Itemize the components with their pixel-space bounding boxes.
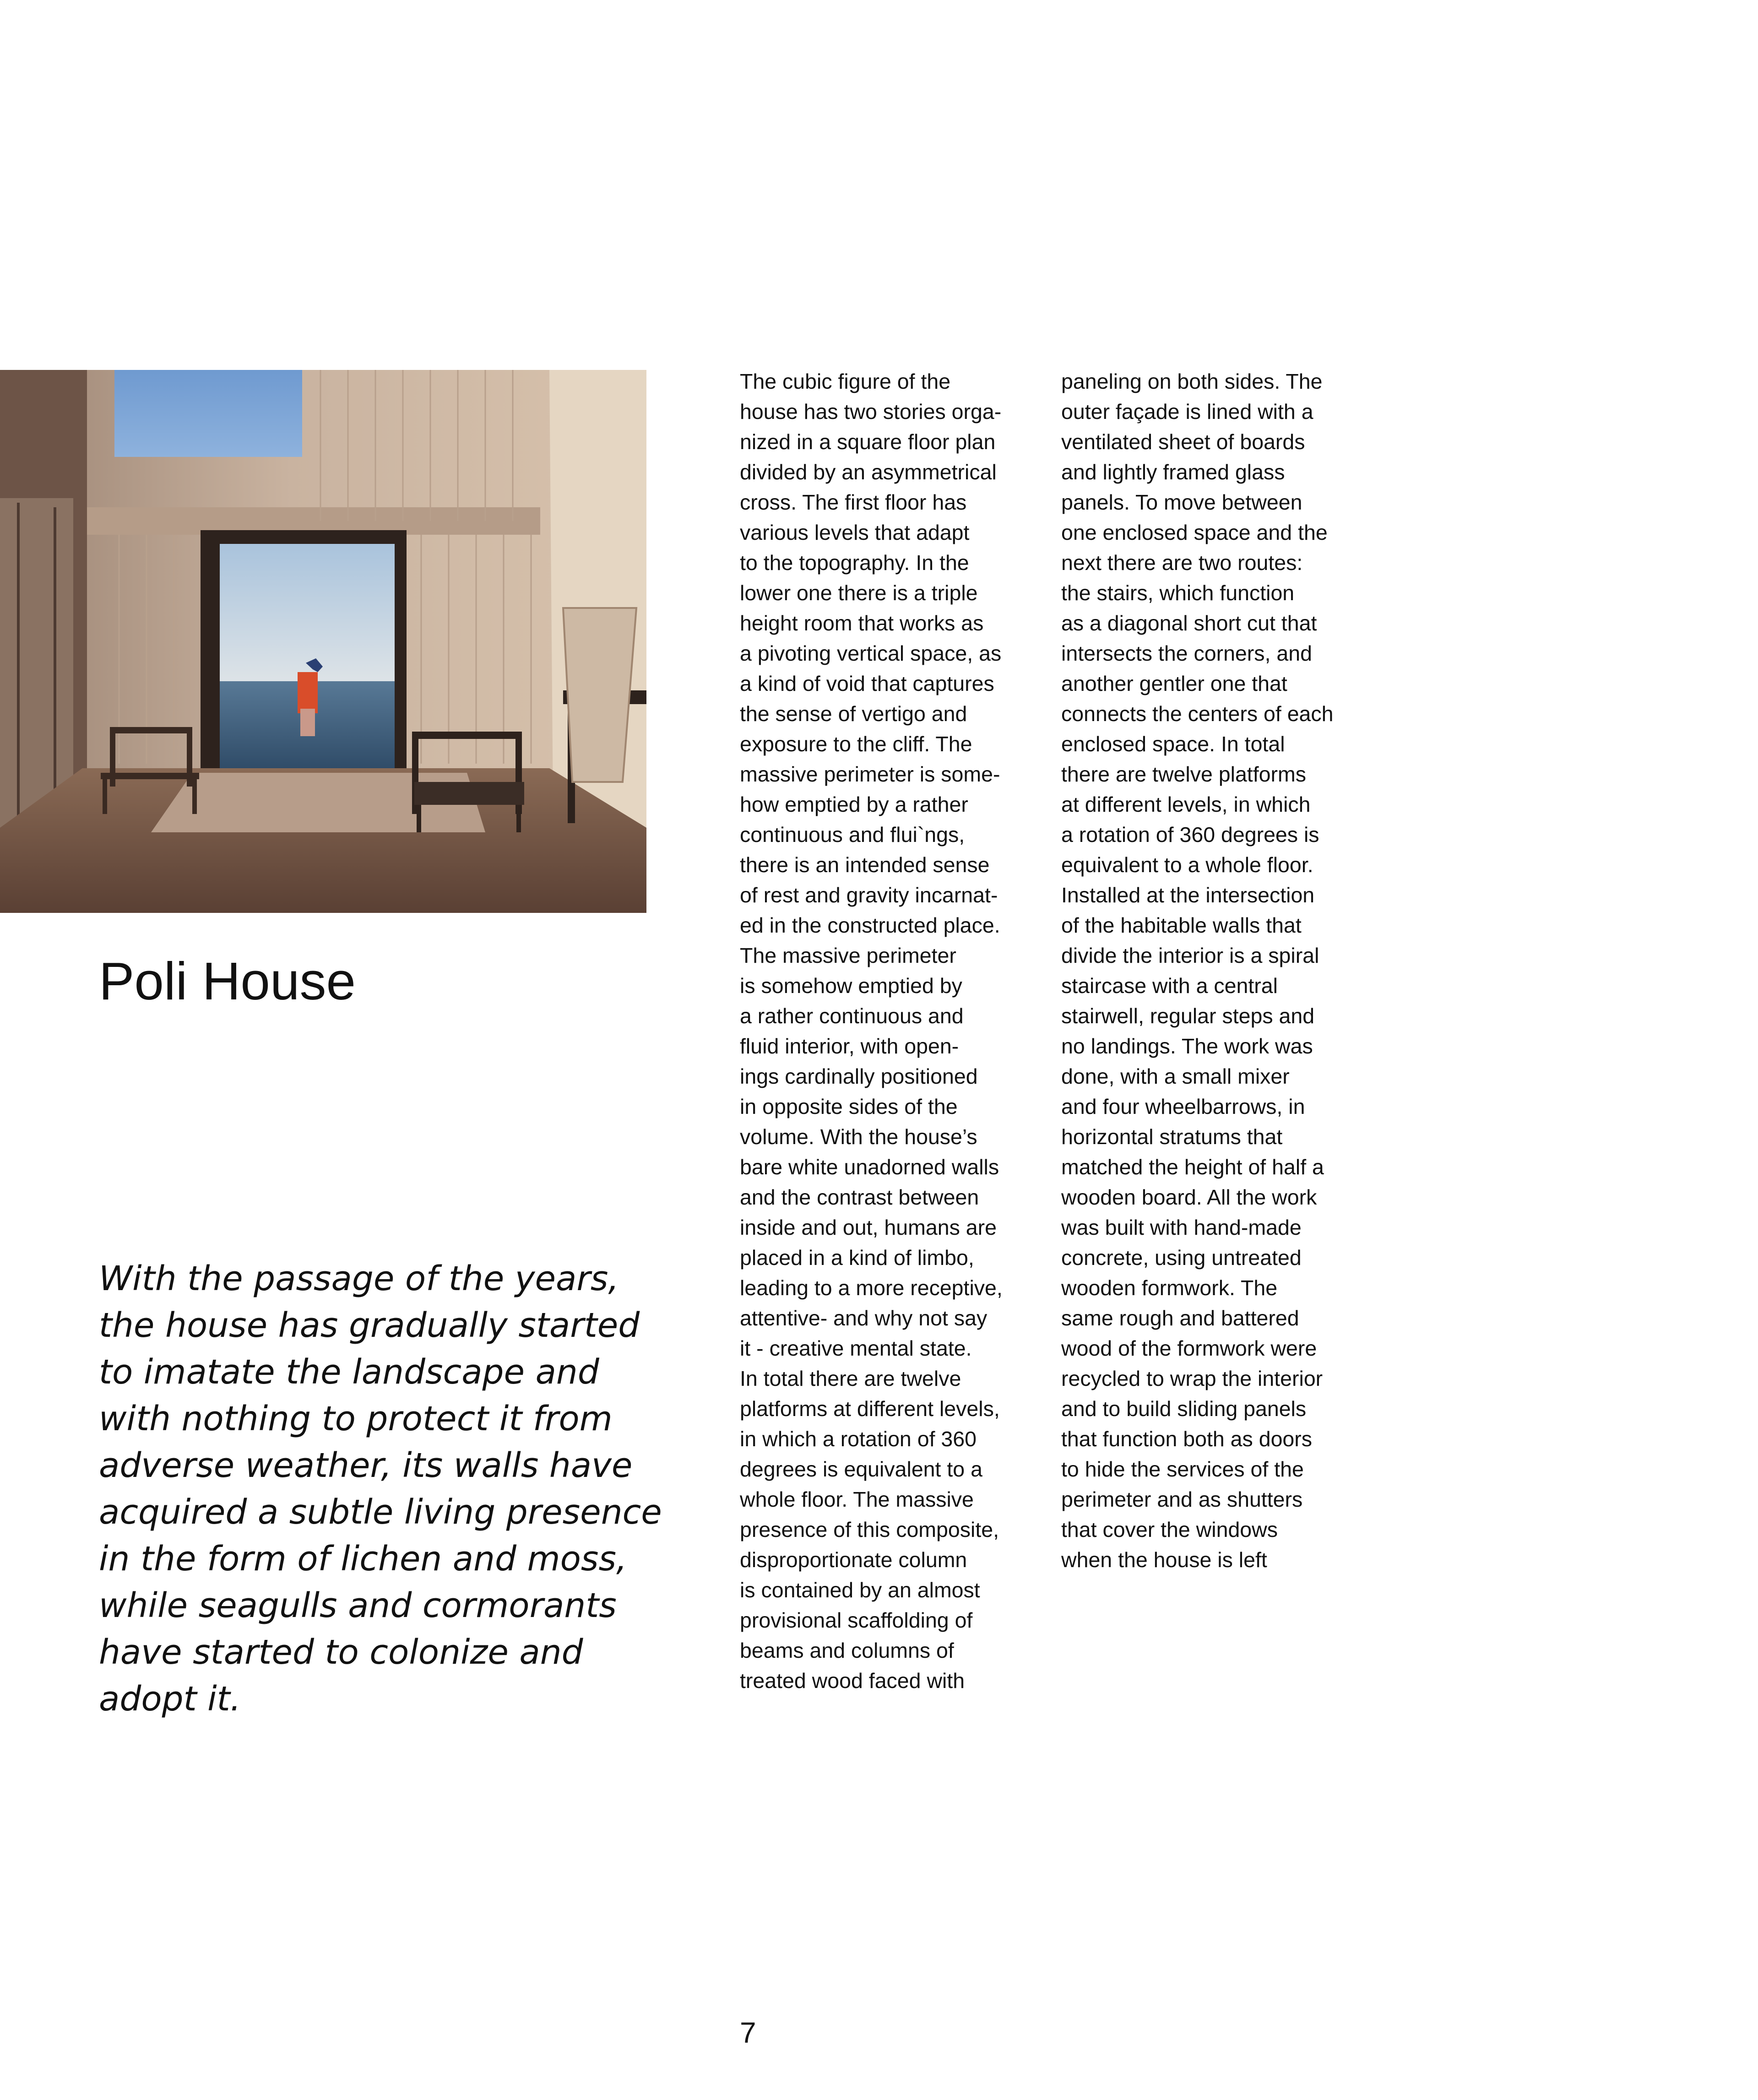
body-line: intersects the corners, and (1061, 641, 1312, 665)
body-line: outer façade is lined with a (1061, 400, 1313, 423)
body-line: and the contrast between (740, 1185, 979, 1209)
body-line: ed in the constructed place. (740, 913, 1000, 937)
body-line: cross. The first floor has (740, 490, 967, 514)
body-line: wood of the formwork were (1061, 1336, 1317, 1360)
body-line: that function both as doors (1061, 1427, 1313, 1451)
body-line: is contained by an almost (740, 1578, 980, 1602)
body-line: recycled to wrap the interior (1061, 1367, 1323, 1390)
body-line: done, with a small mixer (1061, 1064, 1290, 1088)
body-line: one enclosed space and the (1061, 521, 1328, 544)
body-line: no landings. The work was (1061, 1034, 1313, 1058)
body-line: ventilated sheet of boards (1061, 430, 1305, 454)
body-line: In total there are twelve (740, 1367, 961, 1390)
body-line: platforms at different levels, (740, 1397, 1000, 1421)
body-line: is somehow emptied by (740, 974, 962, 998)
body-line: disproportionate column (740, 1548, 967, 1572)
body-line: treated wood faced with (740, 1669, 965, 1693)
body-line: was built with hand-made (1061, 1216, 1302, 1239)
body-line: perimeter and as shutters (1061, 1487, 1303, 1511)
body-line: as a diagonal short cut that (1061, 611, 1317, 635)
body-line: provisional scaffolding of (740, 1608, 973, 1632)
body-line: ings cardinally positioned (740, 1064, 978, 1088)
pull-quote-line: in the form of lichen and moss, (99, 1539, 627, 1579)
pull-quote-line: with nothing to protect it from (99, 1399, 613, 1438)
body-line: and lightly framed glass (1061, 460, 1285, 484)
body-line: of the habitable walls that (1061, 913, 1302, 937)
body-line: of rest and gravity incarnat- (740, 883, 998, 907)
body-column-2 (1061, 366, 1377, 1575)
body-line: various levels that adapt (740, 521, 970, 544)
body-line: house has two stories orga- (740, 400, 1002, 423)
body-line: divide the interior is a spiral (1061, 944, 1319, 967)
page-title: Poli House (99, 951, 356, 1011)
body-line: the stairs, which function (1061, 581, 1295, 605)
body-line: massive perimeter is some- (740, 762, 1000, 786)
body-line: matched the height of half a (1061, 1155, 1324, 1179)
body-line: a rather continuous and (740, 1004, 964, 1028)
body-line: paneling on both sides. The (1061, 369, 1323, 393)
body-line: equivalent to a whole floor. (1061, 853, 1313, 877)
body-line: wooden board. All the work (1061, 1185, 1317, 1209)
body-line: fluid interior, with open- (740, 1034, 959, 1058)
body-line: exposure to the cliff. The (740, 732, 972, 756)
body-line: nized in a square floor plan (740, 430, 996, 454)
body-line: beams and columns of (740, 1639, 954, 1662)
body-line: wooden formwork. The (1061, 1276, 1278, 1300)
body-line: presence of this composite, (740, 1518, 999, 1541)
body-line: there are twelve platforms (1061, 762, 1306, 786)
pull-quote (99, 1255, 694, 1722)
pull-quote-line: while seagulls and cormorants (99, 1586, 617, 1625)
body-column-1 (740, 366, 1056, 1696)
body-line: a pivoting vertical space, as (740, 641, 1002, 665)
body-line: The massive perimeter (740, 944, 956, 967)
body-line: to hide the services of the (1061, 1457, 1304, 1481)
body-line: connects the centers of each (1061, 702, 1334, 726)
body-line: attentive- and why not say (740, 1306, 988, 1330)
body-line: the sense of vertigo and (740, 702, 967, 726)
body-line: a kind of void that captures (740, 672, 994, 695)
body-line: degrees is equivalent to a (740, 1457, 982, 1481)
body-line: it - creative mental state. (740, 1336, 972, 1360)
body-line: volume. With the house’s (740, 1125, 977, 1149)
body-line: to the topography. In the (740, 551, 969, 575)
body-line: and four wheelbarrows, in (1061, 1095, 1305, 1118)
pull-quote-line: With the passage of the years, (99, 1259, 619, 1298)
body-line: in which a rotation of 360 (740, 1427, 977, 1451)
page-number: 7 (740, 2016, 756, 2049)
pull-quote-line: adopt it. (99, 1679, 241, 1719)
pull-quote-line: acquired a subtle living presence (99, 1492, 662, 1532)
body-line: in opposite sides of the (740, 1095, 958, 1118)
body-line: divided by an asymmetrical (740, 460, 997, 484)
body-line: placed in a kind of limbo, (740, 1246, 974, 1270)
body-line: Installed at the intersection (1061, 883, 1315, 907)
body-line: staircase with a central (1061, 974, 1278, 998)
body-line: horizontal stratums that (1061, 1125, 1283, 1149)
body-line: bare white unadorned walls (740, 1155, 999, 1179)
body-line: next there are two routes: (1061, 551, 1303, 575)
body-line: height room that works as (740, 611, 984, 635)
body-line: same rough and battered (1061, 1306, 1299, 1330)
pull-quote-line: adverse weather, its walls have (99, 1446, 633, 1485)
body-line: leading to a more receptive, (740, 1276, 1003, 1300)
body-line: another gentler one that (1061, 672, 1287, 695)
body-line: enclosed space. In total (1061, 732, 1285, 756)
body-line: lower one there is a triple (740, 581, 978, 605)
pull-quote-line: to imatate the landscape and (99, 1352, 599, 1392)
body-line: a rotation of 360 degrees is (1061, 823, 1319, 847)
body-line: and to build sliding panels (1061, 1397, 1307, 1421)
pull-quote-line: the house has gradually started (99, 1306, 640, 1345)
body-line: at different levels, in which (1061, 792, 1311, 816)
body-line: The cubic figure of the (740, 369, 951, 393)
body-line: when the house is left (1061, 1548, 1267, 1572)
body-line: panels. To move between (1061, 490, 1302, 514)
article-photo (0, 370, 646, 913)
body-line: inside and out, humans are (740, 1216, 997, 1239)
body-line: whole floor. The massive (740, 1487, 974, 1511)
pull-quote-line: have started to colonize and (99, 1633, 583, 1672)
body-line: that cover the windows (1061, 1518, 1278, 1541)
body-line: stairwell, regular steps and (1061, 1004, 1315, 1028)
body-line: how emptied by a rather (740, 792, 968, 816)
body-line: concrete, using untreated (1061, 1246, 1302, 1270)
body-line: continuous and flui`ngs, (740, 823, 965, 847)
body-line: there is an intended sense (740, 853, 990, 877)
